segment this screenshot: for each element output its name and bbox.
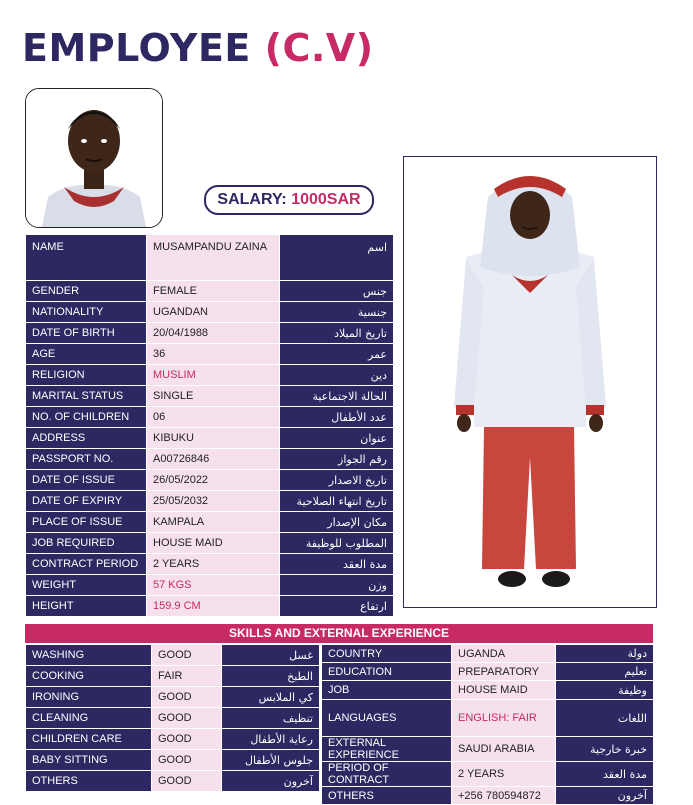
skill-row bbox=[26, 750, 320, 771]
field-value: GOOD bbox=[152, 687, 222, 708]
field-label-en: COOKING bbox=[26, 666, 152, 687]
field-label-ar: المطلوب للوظيفة bbox=[280, 533, 394, 554]
field-label-en: LANGUAGES bbox=[322, 700, 452, 737]
portrait-photo bbox=[25, 88, 163, 228]
skill-row bbox=[26, 687, 320, 708]
field-label-ar: عمر bbox=[280, 344, 394, 365]
field-value: MUSLIM bbox=[147, 365, 280, 386]
field-label-en: RELIGION bbox=[26, 365, 147, 386]
field-label-ar: مدة العقد bbox=[556, 762, 654, 787]
field-label-en: DATE OF BIRTH bbox=[26, 323, 147, 344]
field-value: HOUSE MAID bbox=[147, 533, 280, 554]
title-accent: (C.V) bbox=[264, 26, 374, 70]
full-body-photo bbox=[403, 156, 657, 608]
field-value: 2 YEARS bbox=[452, 762, 556, 787]
field-value: GOOD bbox=[152, 771, 222, 792]
field-label-ar: خبرة خارجية bbox=[556, 737, 654, 762]
field-value: 25/05/2032 bbox=[147, 491, 280, 512]
field-label-en: AGE bbox=[26, 344, 147, 365]
field-label-ar: دين bbox=[280, 365, 394, 386]
field-label-en: OTHERS bbox=[322, 787, 452, 805]
personal-row bbox=[26, 386, 394, 407]
field-label-ar: اللغات bbox=[556, 700, 654, 737]
field-label-en: PLACE OF ISSUE bbox=[26, 512, 147, 533]
skill-row bbox=[26, 708, 320, 729]
field-label-ar: اسم bbox=[280, 235, 394, 281]
field-label-ar: الحالة الاجتماعية bbox=[280, 386, 394, 407]
page-title bbox=[22, 26, 374, 70]
field-value: GOOD bbox=[152, 729, 222, 750]
field-label-en: WEIGHT bbox=[26, 575, 147, 596]
field-label-ar: تاريخ انتهاء الصلاحية bbox=[280, 491, 394, 512]
experience-row bbox=[322, 663, 654, 681]
personal-row bbox=[26, 323, 394, 344]
personal-row bbox=[26, 235, 394, 281]
field-label-ar: مدة العقد bbox=[280, 554, 394, 575]
field-value: FEMALE bbox=[147, 281, 280, 302]
field-label-en: DATE OF ISSUE bbox=[26, 470, 147, 491]
personal-details-table bbox=[25, 234, 394, 617]
title-main: EMPLOYEE bbox=[22, 26, 251, 70]
field-label-en: NAME bbox=[26, 235, 147, 281]
field-value: GOOD bbox=[152, 708, 222, 729]
field-label-en: GENDER bbox=[26, 281, 147, 302]
personal-row bbox=[26, 407, 394, 428]
field-label-ar: تنظيف bbox=[222, 708, 320, 729]
field-value: 159.9 CM bbox=[147, 596, 280, 617]
field-label-ar: تاريخ الاصدار bbox=[280, 470, 394, 491]
field-value: KAMPALA bbox=[147, 512, 280, 533]
field-label-en: NATIONALITY bbox=[26, 302, 147, 323]
personal-row bbox=[26, 281, 394, 302]
field-label-ar: ارتفاع bbox=[280, 596, 394, 617]
field-label-en: MARITAL STATUS bbox=[26, 386, 147, 407]
personal-row bbox=[26, 596, 394, 617]
field-label-ar: جنس bbox=[280, 281, 394, 302]
field-value: 26/05/2022 bbox=[147, 470, 280, 491]
field-label-ar: الطبخ bbox=[222, 666, 320, 687]
field-label-en: CONTRACT PERIOD bbox=[26, 554, 147, 575]
field-label-en: HEIGHT bbox=[26, 596, 147, 617]
field-value: UGANDAN bbox=[147, 302, 280, 323]
field-label-en: BABY SITTING bbox=[26, 750, 152, 771]
skill-row bbox=[26, 666, 320, 687]
field-value: 20/04/1988 bbox=[147, 323, 280, 344]
field-value: SINGLE bbox=[147, 386, 280, 407]
field-label-ar: تعليم bbox=[556, 663, 654, 681]
field-value: SAUDI ARABIA bbox=[452, 737, 556, 762]
field-value: 57 KGS bbox=[147, 575, 280, 596]
field-label-ar: آخرون bbox=[222, 771, 320, 792]
field-label-ar: مكان الإصدار bbox=[280, 512, 394, 533]
field-label-en: OTHERS bbox=[26, 771, 152, 792]
personal-row bbox=[26, 575, 394, 596]
experience-table bbox=[321, 644, 654, 805]
field-value: 06 bbox=[147, 407, 280, 428]
personal-row bbox=[26, 554, 394, 575]
field-label-en: PERIOD OF CONTRACT bbox=[322, 762, 452, 787]
experience-row bbox=[322, 700, 654, 737]
field-label-ar: عدد الأطفال bbox=[280, 407, 394, 428]
field-label-en: WASHING bbox=[26, 645, 152, 666]
personal-row bbox=[26, 302, 394, 323]
field-label-en: CHILDREN CARE bbox=[26, 729, 152, 750]
field-label-ar: جلوس الأطفال bbox=[222, 750, 320, 771]
personal-row bbox=[26, 491, 394, 512]
field-label-en: JOB REQUIRED bbox=[26, 533, 147, 554]
field-label-en: NO. OF CHILDREN bbox=[26, 407, 147, 428]
field-value: KIBUKU bbox=[147, 428, 280, 449]
field-label-ar: دولة bbox=[556, 645, 654, 663]
field-label-en: EXTERNAL EXPERIENCE bbox=[322, 737, 452, 762]
field-label-ar: رقم الجواز bbox=[280, 449, 394, 470]
field-label-ar: جنسية bbox=[280, 302, 394, 323]
personal-row bbox=[26, 449, 394, 470]
experience-row bbox=[322, 645, 654, 663]
experience-row bbox=[322, 681, 654, 700]
personal-row bbox=[26, 533, 394, 554]
field-value: 36 bbox=[147, 344, 280, 365]
salary-label: SALARY: bbox=[217, 191, 287, 208]
field-value: ENGLISH: FAIR bbox=[452, 700, 556, 737]
field-label-ar: رعاية الأطفال bbox=[222, 729, 320, 750]
skill-row bbox=[26, 729, 320, 750]
field-value: 2 YEARS bbox=[147, 554, 280, 575]
personal-row bbox=[26, 512, 394, 533]
experience-row bbox=[322, 737, 654, 762]
field-label-ar: تاريخ الميلاد bbox=[280, 323, 394, 344]
experience-row bbox=[322, 787, 654, 805]
personal-row bbox=[26, 365, 394, 386]
field-value: FAIR bbox=[152, 666, 222, 687]
field-label-en: IRONING bbox=[26, 687, 152, 708]
skills-table bbox=[25, 644, 320, 792]
field-value: +256 780594872 bbox=[452, 787, 556, 805]
skills-heading: SKILLS AND EXTERNAL EXPERIENCE bbox=[25, 624, 653, 643]
field-value: HOUSE MAID bbox=[452, 681, 556, 700]
field-value: GOOD bbox=[152, 750, 222, 771]
field-value: MUSAMPANDU ZAINA bbox=[147, 235, 280, 281]
field-label-ar: وزن bbox=[280, 575, 394, 596]
field-value: GOOD bbox=[152, 645, 222, 666]
field-label-en: CLEANING bbox=[26, 708, 152, 729]
experience-row bbox=[322, 762, 654, 787]
personal-row bbox=[26, 470, 394, 491]
field-value: UGANDA bbox=[452, 645, 556, 663]
field-label-ar: عنوان bbox=[280, 428, 394, 449]
field-label-en: COUNTRY bbox=[322, 645, 452, 663]
field-label-en: DATE OF EXPIRY bbox=[26, 491, 147, 512]
salary-value: 1000SAR bbox=[291, 191, 361, 208]
field-label-en: EDUCATION bbox=[322, 663, 452, 681]
salary-badge bbox=[204, 185, 374, 215]
skill-row bbox=[26, 771, 320, 792]
field-value: PREPARATORY bbox=[452, 663, 556, 681]
field-value: A00726846 bbox=[147, 449, 280, 470]
field-label-ar: غسل bbox=[222, 645, 320, 666]
field-label-ar: آخرون bbox=[556, 787, 654, 805]
field-label-en: JOB bbox=[322, 681, 452, 700]
personal-row bbox=[26, 428, 394, 449]
skill-row bbox=[26, 645, 320, 666]
personal-row bbox=[26, 344, 394, 365]
field-label-en: ADDRESS bbox=[26, 428, 147, 449]
field-label-ar: وظيفة bbox=[556, 681, 654, 700]
field-label-ar: كي الملابس bbox=[222, 687, 320, 708]
field-label-en: PASSPORT NO. bbox=[26, 449, 147, 470]
